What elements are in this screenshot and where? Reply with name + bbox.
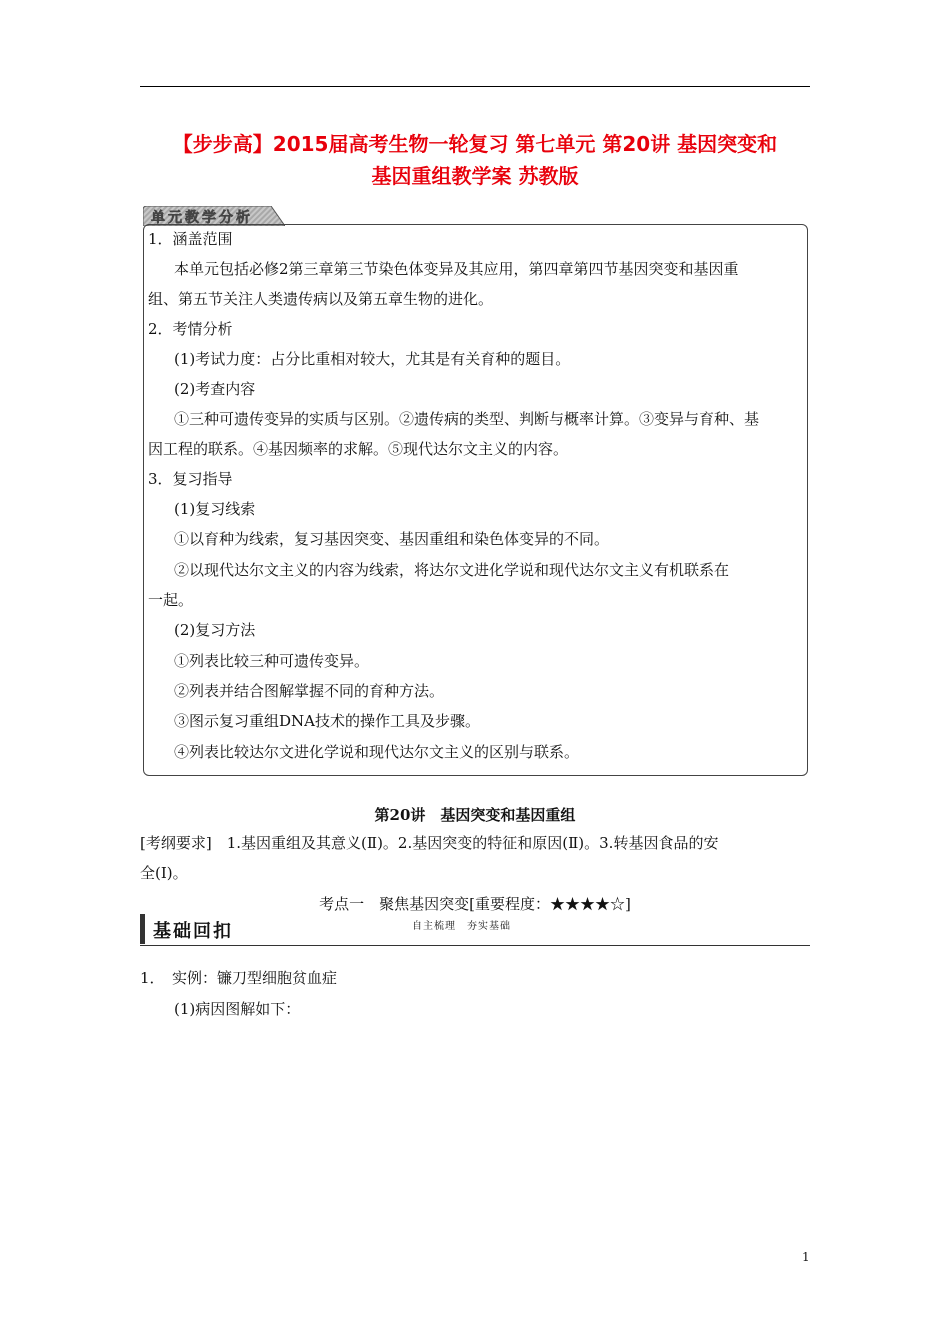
exam-point-2: (2)考查内容 [174,380,256,398]
review-point-2: ①以育种为线索，复习基因突变、基因重组和染色体变异的不同。 [174,530,610,548]
exam-point-3a: ①三种可遗传变异的实质与区别。②遗传病的类型、判断与概率计算。③变异与育种、基 [174,410,760,428]
section-exam-title: 2．考情分析 [148,320,233,338]
content-item-1-sub: (1)病因图解如下： [174,1000,301,1018]
content-item-1: 1． 实例：镰刀型细胞贫血症 [140,969,338,987]
kaodian-title: 考点一 聚焦基因突变[重要程度：★★★★☆] [319,895,631,913]
coverage-text-2: 组、第五节关注人类遗传病以及第五章生物的进化。 [148,290,494,308]
exam-point-3b: 因工程的联系。④基因频率的求解。⑤现代达尔文主义的内容。 [148,440,569,458]
section-bar-accent [140,914,145,944]
document-title [140,128,810,192]
section-bar [140,914,810,946]
section-review-title: 3．复习指导 [148,470,233,488]
requirements-line-1: [考纲要求] 1.基因重组及其意义(Ⅱ)。2.基因突变的特征和原因(Ⅱ)。3.转基因食品的安 [140,834,719,852]
lecture-heading: 第20讲 基因突变和基因重组 [374,806,576,824]
page-number: 1 [802,1250,810,1264]
review-point-4: (2)复习方法 [174,621,256,639]
section-bar-subtitle: 自主梳理 夯实基础 [412,921,511,932]
header-rule [140,86,810,87]
tab-label: 单元教学分析 [151,210,253,226]
coverage-text-1: 本单元包括必修2第三章第三节染色体变异及其应用，第四章第四节基因突变和基因重 [174,260,739,278]
review-point-8: ④列表比较达尔文进化学说和现代达尔文主义的区别与联系。 [174,743,580,761]
review-point-5: ①列表比较三种可遗传变异。 [174,652,370,670]
section-bar-title: 基础回扣 [153,921,233,942]
review-point-6: ②列表并结合图解掌握不同的育种方法。 [174,682,445,700]
review-point-1: (1)复习线索 [174,500,256,518]
unit-analysis-tab [143,206,285,226]
section-coverage-title: 1．涵盖范围 [148,230,233,248]
exam-point-1: (1)考试力度：占分比重相对较大，尤其是有关育种的题目。 [174,350,571,368]
title-line-1: 【步步高】2015届高考生物一轮复习 第七单元 第20讲 基因突变和 [172,132,778,156]
title-line-2: 基因重组教学案 苏教版 [371,164,579,188]
review-point-3b: 一起。 [148,591,194,609]
review-point-7: ③图示复习重组DNA技术的操作工具及步骤。 [174,712,480,730]
review-point-3a: ②以现代达尔文主义的内容为线索，将达尔文进化学说和现代达尔文主义有机联系在 [174,561,730,579]
requirements-line-2: 全(Ⅰ)。 [140,864,188,882]
section-bar-rule [140,945,810,946]
